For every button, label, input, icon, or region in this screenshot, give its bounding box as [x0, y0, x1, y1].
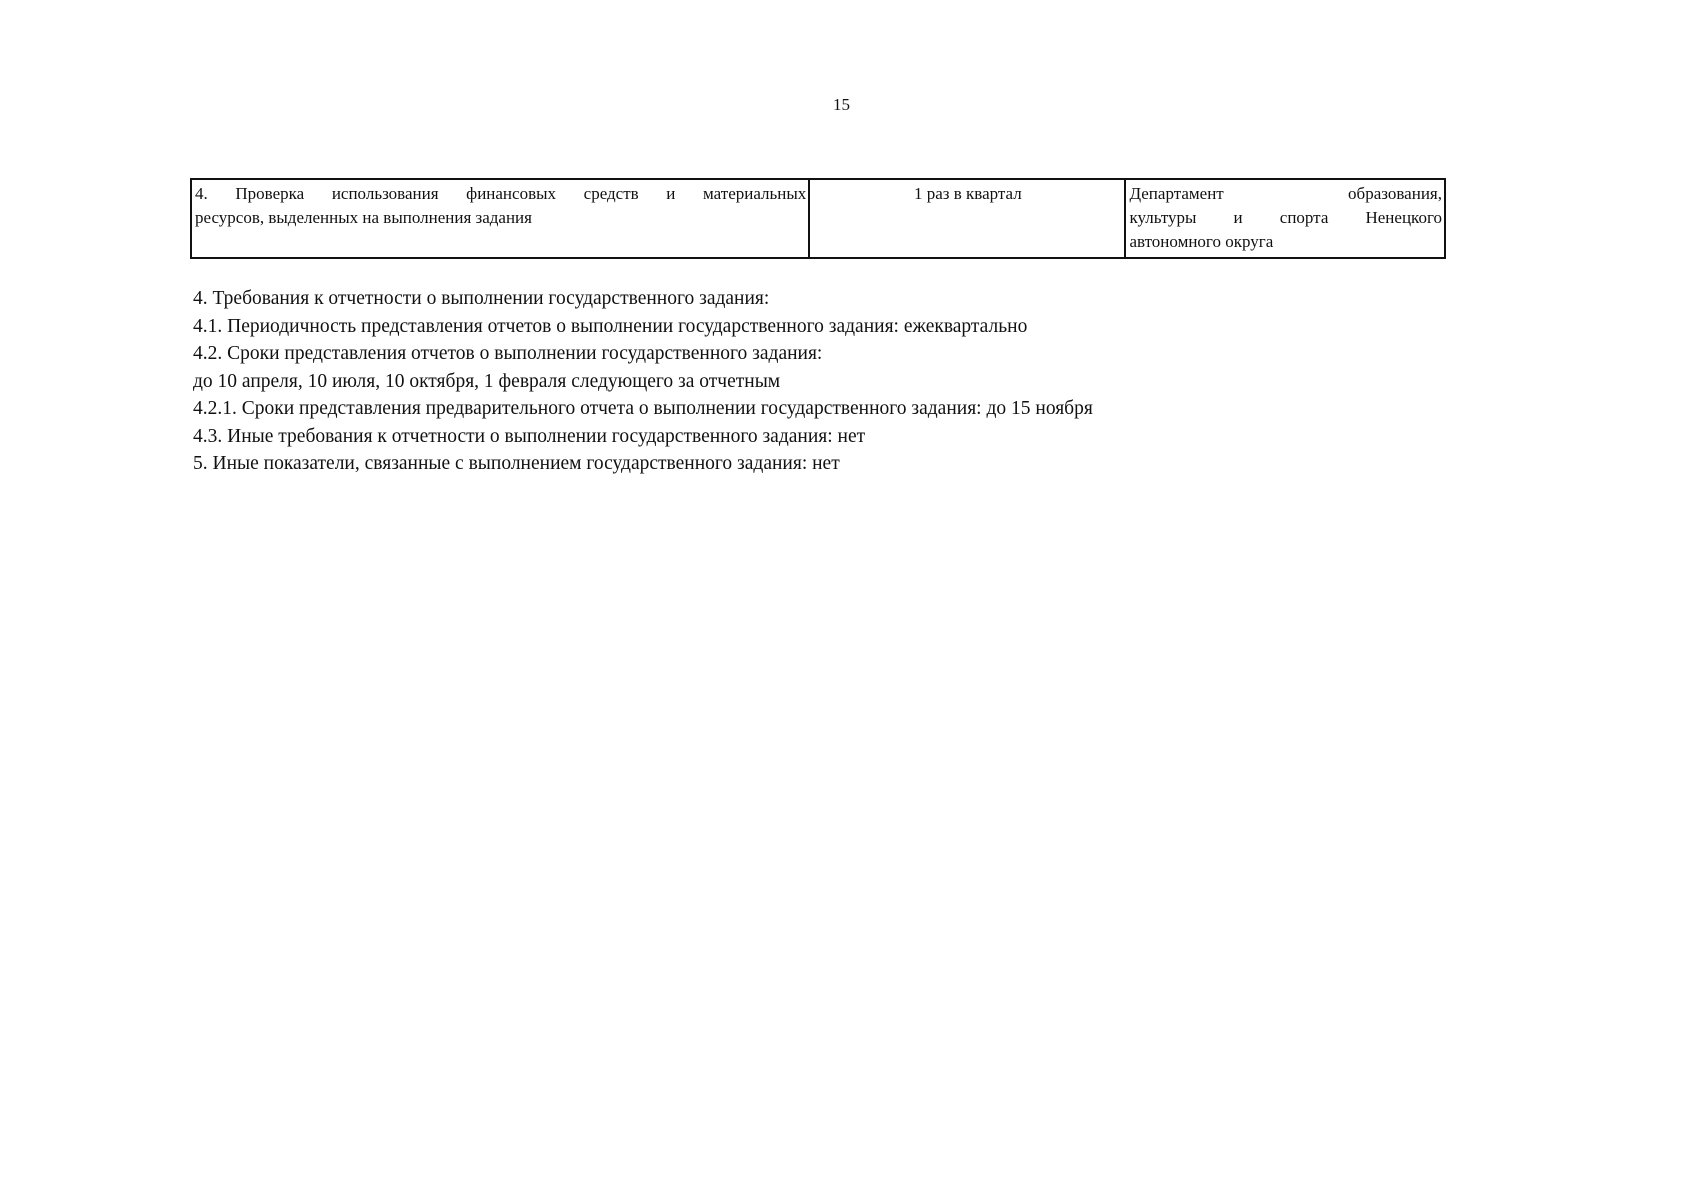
- control-measures-table: [190, 178, 1446, 259]
- frequency-cell: 1 раз в квартал: [809, 179, 1125, 258]
- requirement-item: 4.3. Иные требования к отчетности о выполнении государственного задания: нет: [193, 425, 866, 447]
- activity-line: ресурсов, выделенных на выполнения задания: [195, 208, 532, 227]
- activity-cell: [191, 179, 809, 258]
- activity-line: 4. Проверка использования финансовых средств и материальных: [195, 184, 807, 203]
- requirement-item: 4.2.1. Сроки представления предварительного отчета о выполнении государственного задания: до 15 ноября: [193, 398, 1093, 419]
- authority-line: Департамент образования,: [1129, 184, 1442, 203]
- authority-cell: [1125, 179, 1445, 258]
- requirement-item: 4.1. Периодичность представления отчетов о выполнении государственного задания: ежеквартально: [193, 315, 1028, 337]
- page-number: 15: [833, 95, 850, 114]
- table-row: [191, 179, 1445, 258]
- authority-line: культуры и спорта Ненецкого: [1129, 208, 1442, 227]
- requirement-item: до 10 апреля, 10 июля, 10 октября, 1 февраля следующего за отчетным: [193, 370, 781, 392]
- reporting-requirements: [193, 285, 1493, 478]
- authority-line: автономного округа: [1129, 232, 1274, 251]
- requirement-item: 4.2. Сроки представления отчетов о выполнении государственного задания:: [193, 343, 823, 364]
- requirement-heading: 4. Требования к отчетности о выполнении государственного задания:: [193, 288, 770, 309]
- requirement-item: 5. Иные показатели, связанные с выполнением государственного задания: нет: [193, 453, 840, 474]
